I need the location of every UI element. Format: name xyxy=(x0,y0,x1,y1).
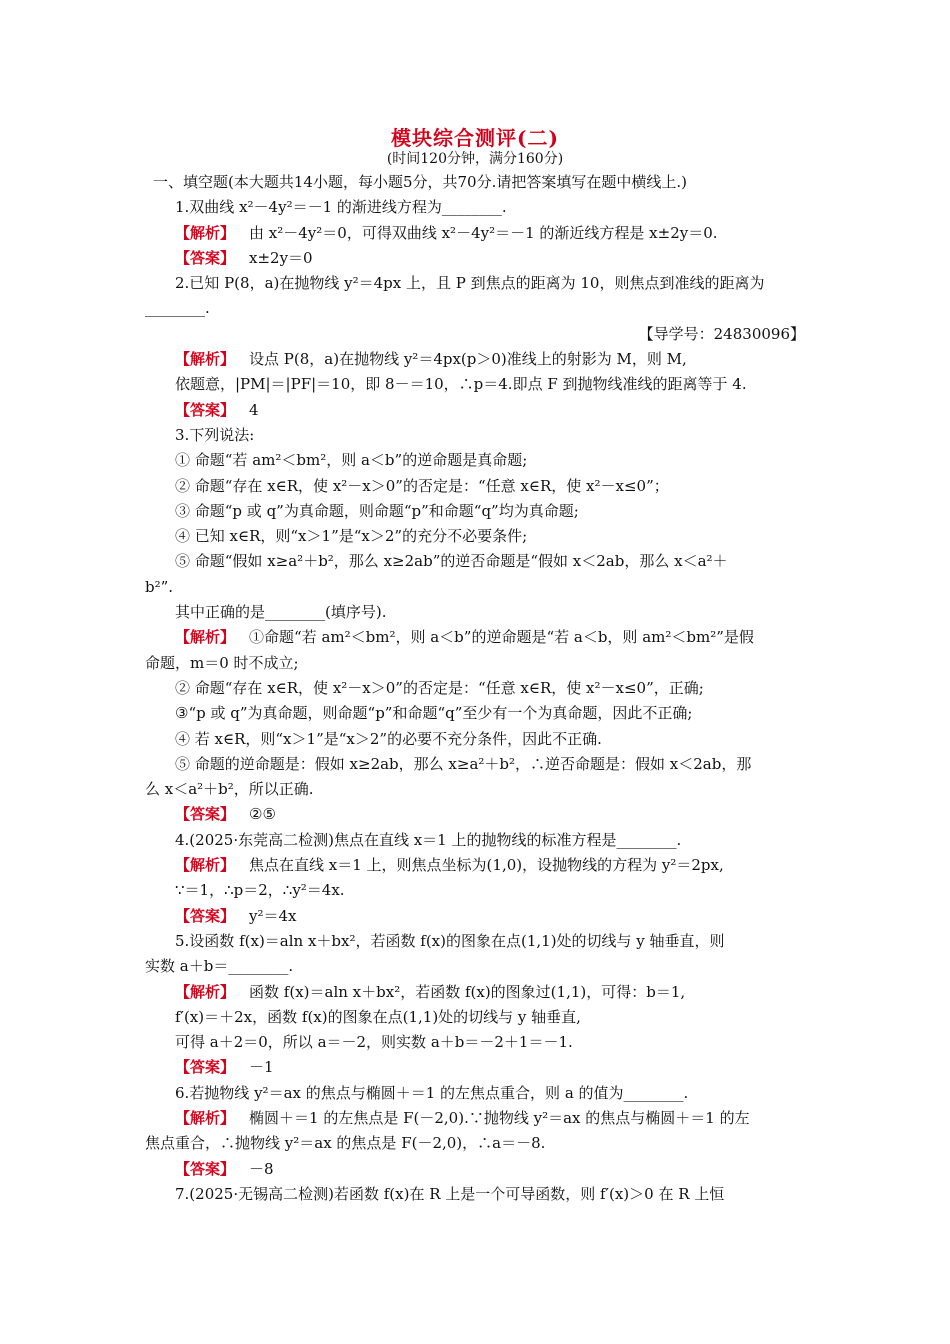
analysis-continued: ④ 若 x∈R，则“x＞1”是“x＞2”的必要不充分条件，因此不正确. xyxy=(175,729,602,748)
analysis-line: 【解析】 设点 P(8，a)在抛物线 y²＝4px(p＞0)准线上的射影为 M，则 M, xyxy=(175,350,687,369)
statement-2: ② 命题“存在 x∈R，使 x²－x＞0”的否定是：“任意 x∈R，使 x²－x≤0”； xyxy=(175,476,669,495)
analysis-continued: f′(x)＝＋2x，函数 f(x)的图象在点(1,1)处的切线与 y 轴垂直, xyxy=(175,1007,581,1026)
answer-line: 【答案】 －8 xyxy=(175,1159,274,1178)
analysis-continued: ∵＝1，∴p＝2，∴y²＝4x. xyxy=(175,881,345,900)
analysis-continued: 么 x＜a²＋b²，所以正确. xyxy=(145,780,314,799)
analysis-line: 【解析】 椭圆＋＝1 的左焦点是 F(－2,0).∵抛物线 y²＝ax 的焦点与椭圆＋＝1 的左 xyxy=(175,1108,750,1127)
analysis-continued: ③“p 或 q”为真命题，则命题“p”和命题“q”至少有一个为真命题，因此不正确; xyxy=(175,704,693,723)
answer-line: 【答案】 －1 xyxy=(175,1058,274,1077)
question-1: 1.双曲线 x²－4y²＝－1 的渐进线方程为________. xyxy=(175,198,507,217)
analysis-line: 【解析】 ①命题“若 am²＜bm²，则 a＜b”的逆命题是“若 a＜b，则 am²＜bm²”是假 xyxy=(175,628,754,647)
analysis-continued: 焦点重合，∴抛物线 y²＝ax 的焦点是 F(－2,0)，∴a＝－8. xyxy=(145,1134,546,1153)
analysis-continued: ⑤ 命题的逆命题是：假如 x≥2ab，那么 x≥a²＋b²，∴逆否命题是：假如 x＜2ab，那 xyxy=(175,754,752,773)
answer-line: 【答案】 ②⑤ xyxy=(175,805,276,824)
question-5: 5.设函数 f(x)＝aln x＋bx²，若函数 f(x)的图象在点(1,1)处的切线与 y 轴垂直，则 xyxy=(175,931,725,950)
page-title: 模块综合测评(二) xyxy=(391,126,559,150)
analysis-continued: 命题，m＝0 时不成立; xyxy=(145,653,299,672)
answer-tag: 【答案】 xyxy=(175,805,236,824)
answer-tag: 【答案】 xyxy=(175,906,236,925)
guide-number: 【导学号：24830096】 xyxy=(638,324,805,343)
answer-line: 【答案】 y²＝4x xyxy=(175,906,297,925)
question-4: 4.(2025·东莞高二检测)焦点在直线 x＝1 上的抛物线的标准方程是________. xyxy=(175,830,682,849)
answer-line: 【答案】 4 xyxy=(175,400,259,419)
analysis-tag: 【解析】 xyxy=(175,1108,236,1127)
statement-3: ③ 命题“p 或 q”为真命题，则命题“p”和命题“q”均为真命题; xyxy=(175,501,579,520)
analysis-tag: 【解析】 xyxy=(175,350,236,369)
analysis-continued: ② 命题“存在 x∈R，使 x²－x＞0”的否定是：“任意 x∈R，使 x²－x≤0”，正确; xyxy=(175,678,704,697)
question-3-prompt: 其中正确的是________(填序号). xyxy=(175,603,387,622)
answer-tag: 【答案】 xyxy=(175,248,236,267)
page-subtitle: (时间120分钟，满分160分) xyxy=(386,151,564,167)
analysis-tag: 【解析】 xyxy=(175,982,236,1001)
analysis-tag: 【解析】 xyxy=(175,223,236,242)
analysis-continued: 依题意，|PM|＝|PF|＝10，即 8－＝10，∴p＝4.即点 F 到抛物线准线的距离等于 4. xyxy=(175,375,747,394)
statement-5-continued: b²”. xyxy=(145,577,174,596)
analysis-line: 【解析】 函数 f(x)＝aln x＋bx²，若函数 f(x)的图象过(1,1)，可得：b＝1, xyxy=(175,982,686,1001)
analysis-line: 【解析】 由 x²－4y²＝0，可得双曲线 x²－4y²＝－1 的渐近线方程是 x±2y＝0. xyxy=(175,223,718,242)
question-6: 6.若抛物线 y²＝ax 的焦点与椭圆＋＝1 的左焦点重合，则 a 的值为________. xyxy=(175,1083,689,1102)
answer-tag: 【答案】 xyxy=(175,1058,236,1077)
question-2-blank: ________. xyxy=(145,299,210,318)
question-3: 3.下列说法: xyxy=(175,425,255,444)
statement-1: ① 命题“若 am²＜bm²，则 a＜b”的逆命题是真命题; xyxy=(175,451,528,470)
question-7: 7.(2025·无锡高二检测)若函数 f(x)在 R 上是一个可导函数，则 f′(x)＞0 在 R 上恒 xyxy=(175,1184,725,1203)
analysis-continued: 可得 a＋2＝0，所以 a＝－2，则实数 a＋b＝－2＋1＝－1. xyxy=(175,1033,573,1052)
statement-4: ④ 已知 x∈R，则“x＞1”是“x＞2”的充分不必要条件; xyxy=(175,527,528,546)
answer-line: 【答案】 x±2y＝0 xyxy=(175,248,313,267)
analysis-tag: 【解析】 xyxy=(175,628,236,647)
document-body xyxy=(145,170,805,1207)
answer-tag: 【答案】 xyxy=(175,400,236,419)
statement-5: ⑤ 命题“假如 x≥a²＋b²，那么 x≥2ab”的逆否命题是“假如 x＜2ab，那么 x＜a²＋ xyxy=(175,552,728,571)
analysis-tag: 【解析】 xyxy=(175,856,236,875)
section-heading: 一、填空题(本大题共14小题，每小题5分，共70分.请把答案填写在题中横线上.) xyxy=(153,173,687,191)
analysis-line: 【解析】 焦点在直线 x＝1 上，则焦点坐标为(1,0)，设抛物线的方程为 y²＝2px, xyxy=(175,856,724,875)
question-2: 2.已知 P(8，a)在抛物线 y²＝4px 上，且 P 到焦点的距离为 10，则焦点到准线的距离为 xyxy=(175,274,765,293)
question-5-continued: 实数 a＋b＝________. xyxy=(145,957,294,976)
answer-tag: 【答案】 xyxy=(175,1159,236,1178)
